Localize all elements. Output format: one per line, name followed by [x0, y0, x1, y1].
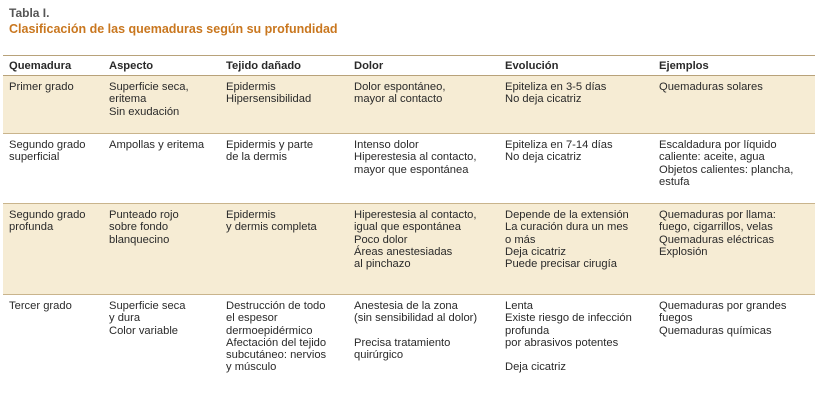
cell-evolucion: [505, 76, 606, 106]
cell-line: Punteado rojo: [109, 209, 179, 221]
cell-line: Quemaduras eléctricas: [659, 233, 775, 246]
cell-line: Dolor espontáneo,: [354, 81, 446, 93]
cell-line: Hipersensibilidad: [226, 93, 312, 106]
cell-line: profunda: [505, 324, 550, 337]
cell-evolucion: [505, 295, 632, 374]
cell-line: Segundo grado: [9, 139, 86, 151]
cell-line: igual que espontánea: [354, 221, 461, 234]
cell-line: Hiperestesia al contacto,: [354, 209, 477, 221]
cell-evolucion: [505, 134, 613, 164]
cell-line: Intenso dolor: [354, 139, 419, 151]
cell-ejemplos: [659, 204, 776, 258]
cell-line: caliente: aceite, agua: [659, 151, 765, 164]
table-row: [3, 295, 815, 407]
table-row: [3, 134, 815, 204]
cell-dolor: [354, 134, 477, 176]
cell-line: Epiteliza en 7-14 días: [505, 139, 613, 151]
cell-line: Superficie seca,: [109, 81, 189, 93]
cell-line: Puede precisar cirugía: [505, 258, 617, 271]
cell-dolor: [354, 295, 477, 361]
cell-line: Deja cicatriz: [505, 245, 566, 258]
cell-line: y dermis completa: [226, 221, 317, 234]
cell-line: quirúrgico: [354, 349, 404, 362]
cell-line: Quemaduras solares: [659, 81, 763, 93]
cell-aspecto: [109, 134, 204, 151]
cell-line: superficial: [9, 151, 60, 164]
cell-line: por abrasivos potentes: [505, 336, 619, 349]
cell-line: Quemaduras por grandes: [659, 300, 787, 312]
cell-line: al pinchazo: [354, 258, 411, 271]
cell-line: subcutáneo: nervios: [226, 349, 327, 362]
cell-line: Depende de la extensión: [505, 209, 629, 221]
cell-line: Segundo grado: [9, 209, 86, 221]
cell-evolucion: [505, 204, 629, 270]
cell-dolor: [354, 76, 445, 106]
cell-line: Lenta: [505, 300, 533, 312]
cell-quemadura: [9, 204, 86, 234]
cell-line: Áreas anestesiadas: [354, 245, 453, 258]
cell-aspecto: [109, 295, 186, 337]
cell-ejemplos: [659, 134, 793, 188]
cell-tejido: [226, 76, 311, 106]
cell-line: La curación dura un mes: [505, 221, 629, 234]
cell-line: Color variable: [109, 324, 179, 337]
cell-aspecto: [109, 204, 179, 246]
table-row: [3, 76, 815, 134]
table-header-row: [3, 56, 815, 76]
cell-line: Explosión: [659, 245, 708, 258]
cell-line: Epidermis y parte: [226, 139, 314, 151]
cell-line: Quemaduras por llama:: [659, 209, 776, 221]
cell-line: Deja cicatriz: [505, 361, 566, 374]
header-ejemplos: Ejemplos: [659, 60, 709, 72]
cell-line: eritema: [109, 93, 147, 106]
burns-classification-table: [3, 55, 815, 407]
cell-line: y dura: [109, 312, 141, 325]
table-subtitle: Clasificación de las quemaduras según su profundidad: [9, 22, 338, 36]
cell-line: [505, 349, 632, 361]
cell-line: Afectación del tejido: [226, 336, 327, 349]
cell-line: Existe riesgo de infección: [505, 312, 632, 325]
cell-dolor: [354, 204, 477, 270]
cell-line: estufa: [659, 175, 690, 188]
cell-line: [354, 325, 477, 337]
cell-line: Primer grado: [9, 81, 74, 93]
cell-line: Escaldadura por líquido: [659, 139, 777, 151]
cell-quemadura: [9, 134, 86, 164]
cell-line: Epidermis: [226, 81, 276, 93]
cell-line: fuegos: [659, 312, 693, 325]
cell-ejemplos: [659, 295, 787, 337]
cell-tejido: [226, 295, 326, 374]
cell-ejemplos: [659, 76, 763, 93]
header-aspecto: Aspecto: [109, 60, 154, 72]
cell-line: profunda: [9, 221, 54, 234]
cell-line: dermoepidérmico: [226, 324, 313, 337]
cell-line: o más: [505, 233, 536, 246]
cell-line: mayor que espontánea: [354, 163, 469, 176]
cell-line: fuego, cigarrillos, velas: [659, 221, 773, 234]
cell-line: Quemaduras químicas: [659, 324, 772, 337]
cell-line: de la dermis: [226, 151, 287, 164]
cell-tejido: [226, 204, 317, 234]
cell-line: Anestesia de la zona: [354, 300, 458, 312]
cell-line: mayor al contacto: [354, 93, 443, 106]
cell-line: Superficie seca: [109, 300, 186, 312]
cell-line: Objetos calientes: plancha,: [659, 163, 794, 176]
cell-line: Sin exudación: [109, 105, 180, 118]
cell-line: No deja cicatriz: [505, 151, 582, 164]
cell-line: Precisa tratamiento: [354, 336, 451, 349]
table-label: Tabla I.: [9, 6, 50, 20]
table-row: [3, 204, 815, 295]
header-quemadura: Quemadura: [9, 60, 72, 72]
cell-line: Hiperestesia al contacto,: [354, 151, 477, 164]
cell-line: Tercer grado: [9, 300, 72, 312]
cell-line: Poco dolor: [354, 233, 408, 246]
cell-quemadura: [9, 76, 74, 93]
cell-line: Ampollas y eritema: [109, 139, 205, 151]
cell-line: Epiteliza en 3-5 días: [505, 81, 607, 93]
cell-line: blanquecino: [109, 233, 170, 246]
cell-line: y músculo: [226, 361, 277, 374]
cell-aspecto: [109, 76, 189, 118]
cell-quemadura: [9, 295, 72, 312]
table-title-block: [9, 6, 338, 37]
cell-line: No deja cicatriz: [505, 93, 582, 106]
header-tejido: Tejido dañado: [226, 60, 301, 72]
header-dolor: Dolor: [354, 60, 384, 72]
cell-line: Destrucción de todo: [226, 300, 326, 312]
cell-line: Epidermis: [226, 209, 276, 221]
cell-line: el espesor: [226, 312, 278, 325]
cell-line: sobre fondo: [109, 221, 169, 234]
header-evolucion: Evolución: [505, 60, 559, 72]
cell-tejido: [226, 134, 313, 164]
cell-line: (sin sensibilidad al dolor): [354, 312, 478, 325]
